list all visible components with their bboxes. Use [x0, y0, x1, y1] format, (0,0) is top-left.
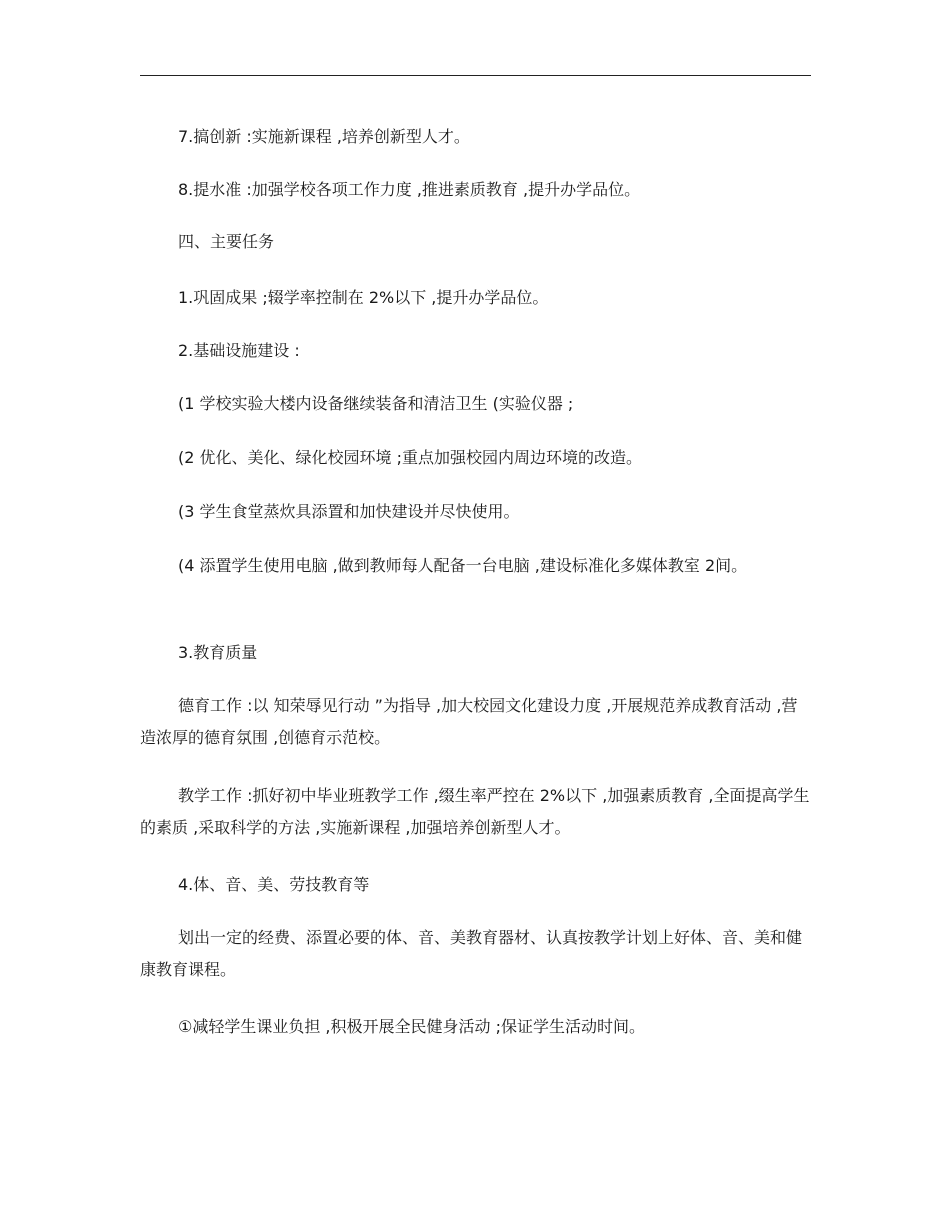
list-item-lab-building: (1 学校实验大楼内设备继续装备和清洁卫生 (实验仪器 ; [178, 394, 574, 413]
header-rule [140, 75, 811, 76]
paragraph-consolidate: 1.巩固成果 ;辍学率控制在 2%以下 ,提升办学品位。 [178, 288, 549, 307]
paragraph-pe-music-art: 4.体、音、美、劳技教育等 [178, 875, 370, 894]
list-item-canteen: (3 学生食堂蒸炊具添置和加快建设并尽快使用。 [178, 502, 520, 521]
list-item-reduce-burden: ①减轻学生课业负担 ,积极开展全民健身活动 ;保证学生活动时间。 [178, 1017, 645, 1036]
paragraph-teaching-work: 教学工作 :抓好初中毕业班教学工作 ,缀生率严控在 2%以下 ,加强素质教育 ,全面提高学生的素质 ,采取科学的方法 ,实施新课程 ,加强培养创新型人才。 [140, 786, 810, 837]
paragraph-infrastructure: 2.基础设施建设 : [178, 341, 300, 360]
paragraph-innovation: 7.搞创新 :实施新课程 ,培养创新型人才。 [178, 127, 470, 146]
paragraph-funding: 划出一定的经费、添置必要的体、音、美教育器材、认真按教学计划上好体、音、美和健康教育课程。 [140, 928, 803, 979]
paragraph-education-quality: 3.教育质量 [178, 643, 258, 662]
paragraph-standards: 8.提水准 :加强学校各项工作力度 ,推进素质教育 ,提升办学品位。 [178, 180, 641, 199]
paragraph-moral-education: 德育工作 :以 知荣辱见行动 ”为指导 ,加大校园文化建设力度 ,开展规范养成教育活动 ,营造浓厚的德育氛围 ,创德育示范校。 [140, 696, 798, 747]
list-item-campus-environment: (2 优化、美化、绿化校园环境 ;重点加强校园内周边环境的改造。 [178, 448, 642, 467]
list-item-computers: (4 添置学生使用电脑 ,做到教师每人配备一台电脑 ,建设标准化多媒体教室 2间。 [178, 556, 748, 575]
section-heading-main-tasks: 四、主要任务 [178, 232, 275, 251]
